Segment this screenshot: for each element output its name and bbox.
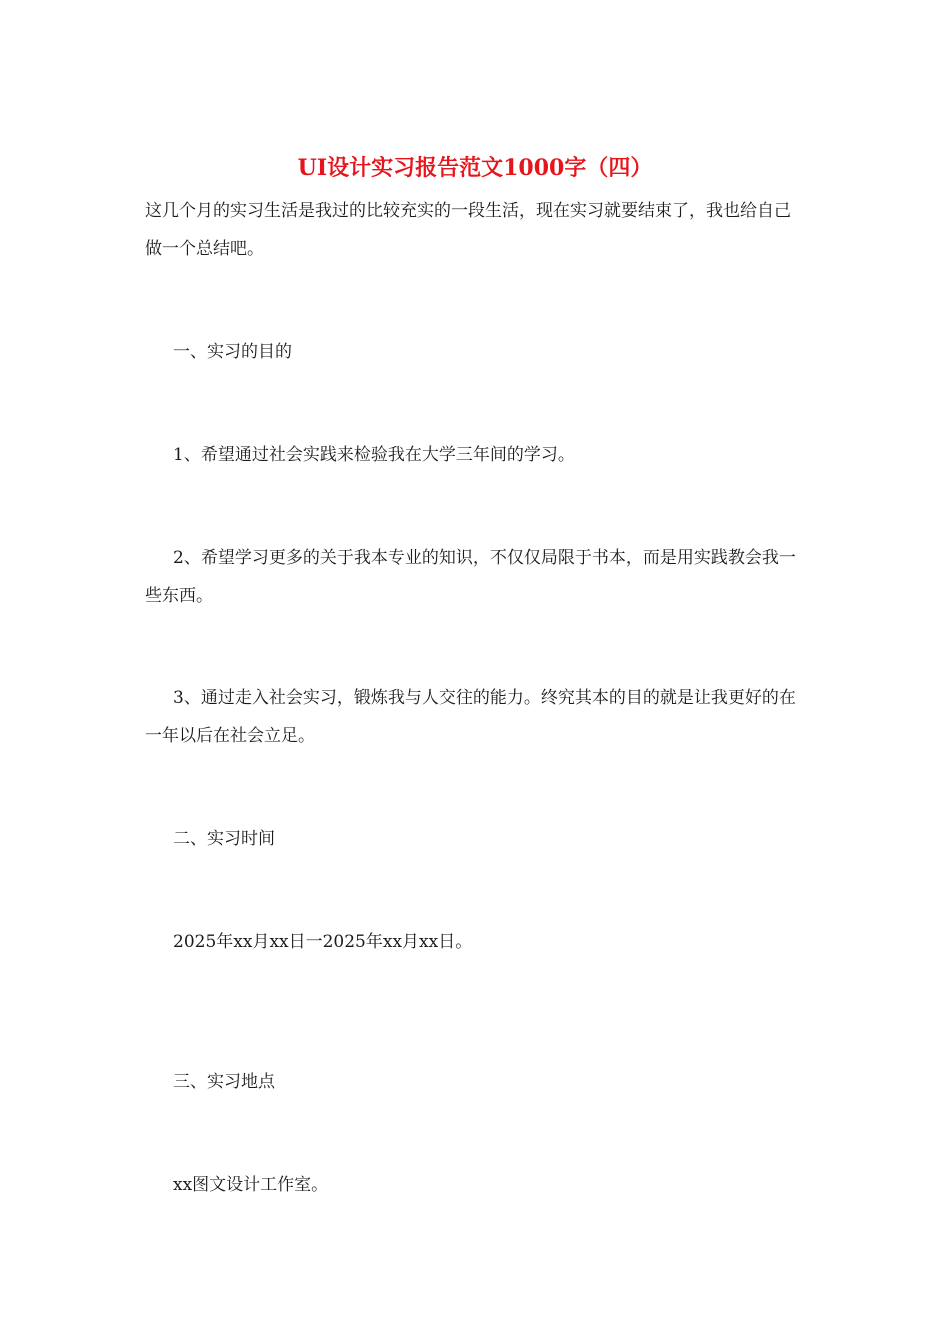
purpose-item-1: 1、希望通过社会实践来检验我在大学三年间的学习。 [173,445,575,465]
section-heading-period: 二、实习时间 [173,829,275,849]
internship-location: xx图文设计工作室。 [173,1175,329,1195]
intro-paragraph: 这几个月的实习生活是我过的比较充实的一段生活，现在实习就要结束了，我也给自己做一个总结吧。 [145,201,791,259]
section-heading-purpose: 一、实习的目的 [173,342,292,362]
section-heading-location: 三、实习地点 [173,1072,275,1092]
internship-period: 2025年xx月xx日一2025年xx月xx日。 [173,932,473,952]
purpose-item-3: 3、通过走入社会实习，锻炼我与人交往的能力。终究其本的目的就是让我更好的在一年以后在社会立足。 [145,688,796,746]
purpose-item-2: 2、希望学习更多的关于我本专业的知识，不仅仅局限于书本，而是用实践教会我一些东西。 [145,548,796,606]
document-title: UI设计实习报告范文1000字（四） [297,155,653,181]
